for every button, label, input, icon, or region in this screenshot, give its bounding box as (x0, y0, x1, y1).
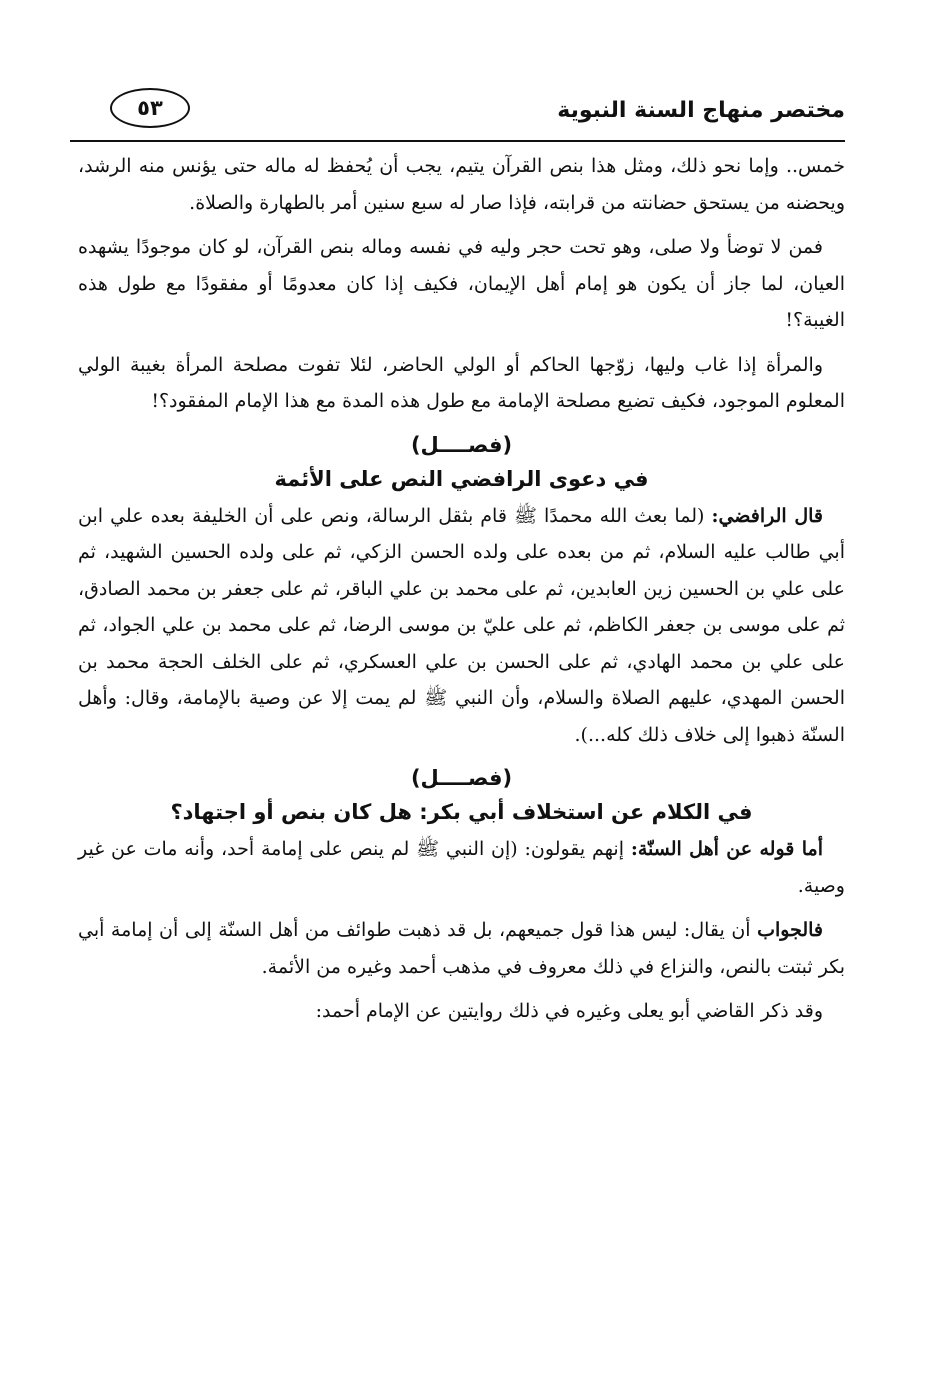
paragraph (78, 912, 845, 985)
section-heading (78, 428, 845, 496)
book-title: مختصر منهاج السنة النبوية (557, 98, 845, 123)
paragraph-text: فمن لا توضأ ولا صلى، وهو تحت حجر وليه في نفسه وماله بنص القرآن، لو كان موجودًا يشهده العيان، لما جاز أن يكون هو إمام أهل الإيمان، فكيف إذا كان معدومًا أو مفقودًا مع طول هذه الغيبة؟! (78, 236, 845, 331)
paragraph (78, 148, 845, 221)
paragraph (78, 498, 845, 754)
paragraph-text: (لما بعث الله محمدًا ﷺ قام بثقل الرسالة، ونص على أن الخليفة بعده علي ابن أبي طالب عليه السلام، ثم من بعده على ولده الحسن الزكي، ثم على ولده الحسين الشهيد، ثم على علي بن الحسين زين العابدين، ثم على محمد بن علي الباقر، ثم على جعفر بن محمد الصادق، ثم على موسى بن جعفر الكاظم، ثم على عليّ بن موسى الرضا، ثم على محمد بن علي الجواد، ثم على علي بن محمد الهادي، ثم على الحسن بن علي العسكري، ثم على الخلف الحجة محمد بن الحسن المهدي، عليهم الصلاة والسلام، وأن النبي ﷺ لم يمت إلا عن وصية بالإمامة، وقال: وأهل السنّة ذهبوا إلى خلاف ذلك كله...). (78, 504, 845, 746)
page-content (78, 148, 845, 1038)
paragraph (78, 229, 845, 339)
page-number: ٥٣ (110, 88, 190, 128)
paragraph-lead: فالجواب (757, 919, 823, 941)
section-label: (فصــــل) (410, 766, 513, 790)
section-heading (78, 761, 845, 829)
section-title: في دعوى الرافضي النص على الأئمة (274, 466, 649, 491)
paragraph (78, 831, 845, 904)
paragraph-lead: قال الرافضي: (711, 504, 823, 527)
paragraph-text: وقد ذكر القاضي أبو يعلى وغيره في ذلك روايتين عن الإمام أحمد: (315, 1000, 823, 1022)
section-title: في الكلام عن استخلاف أبي بكر: هل كان بنص أو اجتهاد؟ (170, 800, 753, 824)
paragraph-text: إنهم يقولون: (إن النبي ﷺ لم ينص على إمامة أحد، وأنه مات عن غير وصية. (78, 838, 845, 897)
paragraph-lead: أما قوله عن أهل السنّة: (630, 838, 823, 860)
paragraph (78, 347, 845, 420)
section-label: (فصــــل) (410, 432, 513, 457)
paragraph-text: والمرأة إذا غاب وليها، زوّجها الحاكم أو الولي الحاضر، لئلا تفوت مصلحة المرأة بغيبة الولي المعلوم الموجود، فكيف تضيع مصلحة الإمامة مع طول هذه المدة مع هذا الإمام المفقود؟! (78, 353, 845, 412)
paragraph-text: أن يقال: ليس هذا قول جميعهم، بل قد ذهبت طوائف من أهل السنّة إلى أن إمامة أبي بكر ثبتت بالنص، والنزاع في ذلك معروف في مذهب أحمد وغيره من الأئمة. (78, 919, 845, 978)
page-header (70, 88, 845, 142)
paragraph-text: خمس.. وإما نحو ذلك، ومثل هذا بنص القرآن يتيم، يجب أن يُحفظ له ماله حتى يؤنس منه الرشد، ويحضنه من يستحق حضانته من قرابته، فإذا صار له سبع سنين أمر بالطهارة والصلاة. (78, 155, 845, 214)
paragraph (78, 993, 845, 1030)
